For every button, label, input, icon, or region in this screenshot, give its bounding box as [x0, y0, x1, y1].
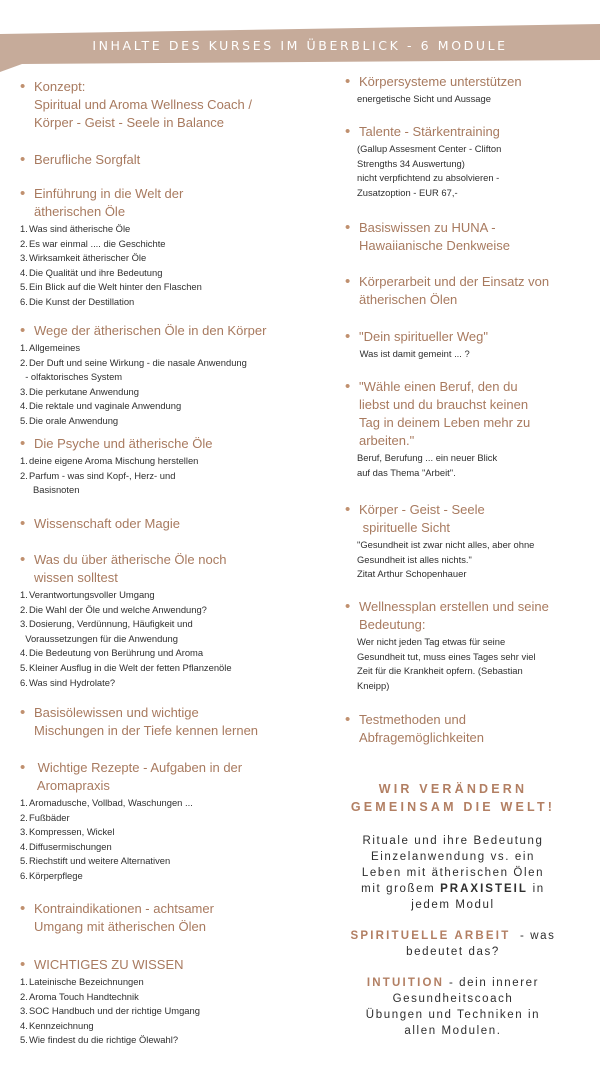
bullet-icon: • — [345, 123, 351, 140]
section-heading-text: Basiswissen zu HUNA - Hawaiianische Denkweise — [359, 220, 511, 253]
list-item-text: Ein Blick auf die Welt hinter den Flaschen — [29, 281, 202, 293]
bullet-icon: • — [20, 759, 26, 776]
section-heading — [20, 900, 320, 936]
list-item — [20, 280, 320, 295]
list-item-number: 2. — [20, 811, 28, 823]
list-item-text: Die Qualität und ihre Bedeutung — [29, 266, 163, 278]
left-section — [20, 185, 320, 310]
list-item — [20, 454, 320, 469]
bullet-icon: • — [20, 151, 26, 168]
list-item — [20, 603, 320, 618]
section-heading-text: Kontraindikationen - achtsamer Umgang mit ätherischen Ölen — [34, 901, 214, 934]
list-item-number: 5. — [20, 1034, 28, 1046]
banner-title: INHALTE DES KURSES IM ÜBERBLICK - 6 MODULE — [92, 38, 508, 53]
list-item-number: 2. — [20, 990, 28, 1002]
cta-block — [322, 780, 584, 1039]
section-heading — [345, 219, 590, 255]
list-item-number: 4. — [20, 840, 28, 852]
section-description: Wer nicht jeden Tag etwas für seine Gesundheit tut, muss eines Tages sehr viel Zeit für die Krankheit opfern. (Sebastian Kneipp) — [357, 636, 536, 691]
bullet-icon: • — [345, 378, 351, 395]
list-item-number: 1. — [20, 342, 28, 353]
cta-p1-text: Rituale und ihre Bedeutung Einzelanwendung vs. ein Leben mit ätherischen Ölen mit großem — [361, 835, 545, 895]
cta-p2-text: - was bedeutet das? — [406, 930, 556, 958]
list-item-text: Es war einmal .... die Geschichte — [29, 237, 166, 249]
left-section — [20, 435, 320, 498]
right-section — [345, 123, 590, 200]
list-item-number: 3. — [20, 1005, 28, 1017]
bullet-icon: • — [345, 711, 351, 728]
right-section — [345, 328, 590, 362]
list-item-text: Die rektale und vaginale Anwendung — [29, 400, 182, 412]
bullet-icon: • — [20, 956, 26, 973]
list-item-number: 6. — [20, 676, 28, 688]
cta-paragraph-praxis — [322, 833, 584, 913]
section-heading — [20, 185, 320, 221]
left-section — [20, 900, 320, 936]
list-item-number: 4. — [20, 266, 28, 278]
list-item-number: 4. — [20, 647, 28, 659]
section-heading-text: Berufliche Sorgfalt — [34, 152, 141, 167]
section-heading — [345, 273, 590, 309]
section-heading-text: Konzept: Spiritual und Aroma Wellness Coach / Körper - Geist - Seele in Balance — [34, 79, 252, 130]
bullet-icon: • — [345, 328, 351, 345]
cta-p3-accent: INTUITION — [366, 977, 445, 989]
left-section — [20, 704, 320, 740]
list-item — [20, 251, 320, 266]
section-heading — [20, 704, 320, 740]
cta-p1-bold: PRAXISTEIL — [440, 883, 528, 895]
cta-p1-tail: in jedem Modul — [411, 883, 545, 911]
list-item-number: 5. — [20, 661, 28, 673]
section-heading-text: Einführung in die Welt der ätherischen Öle — [34, 186, 184, 219]
left-section — [20, 322, 320, 429]
cta-headline: WIR VERÄNDERN GEMEINSAM DIE WELT! — [350, 782, 556, 814]
numbered-list — [20, 975, 320, 1048]
left-section — [20, 515, 320, 533]
section-heading-text: Körperarbeit und der Einsatz von ätherischen Ölen — [359, 274, 550, 307]
list-item-text: Kleiner Ausflug in die Welt der fetten Pflanzenöle — [29, 661, 232, 673]
cta-p3-text: - dein innerer Gesundheitscoach Übungen und Techniken in allen Modulen. — [365, 977, 541, 1037]
section-description: (Gallup Assesment Center - Clifton Strengths 34 Auswertung) nicht verpfichtend zu absolvieren - Zusatzoption - EUR 67,- — [357, 143, 502, 198]
list-item — [20, 854, 320, 869]
list-item — [20, 617, 320, 646]
list-item — [20, 1004, 320, 1019]
list-item-text: Wie findest du die richtige Ölewahl? — [29, 1034, 179, 1046]
right-section — [345, 273, 590, 309]
list-item — [20, 266, 320, 281]
section-heading-text: Die Psyche und ätherische Öle — [34, 436, 213, 451]
list-item — [20, 1033, 320, 1048]
right-section — [345, 711, 590, 747]
right-section — [345, 598, 590, 693]
list-item — [20, 399, 320, 414]
list-item-text: Körperpflege — [29, 869, 83, 881]
section-heading — [345, 378, 590, 450]
section-heading-text: Talente - Stärkentraining — [359, 124, 500, 139]
section-heading-text: Wege der ätherischen Öle in den Körper — [34, 323, 267, 338]
list-item-text: Die orale Anwendung — [29, 414, 119, 426]
bullet-icon: • — [345, 501, 351, 518]
list-item-number: 1. — [20, 797, 28, 808]
list-item-text: Fußbäder — [29, 811, 70, 823]
list-item-text: Kompressen, Wickel — [29, 826, 115, 838]
section-heading-text: Wellnessplan erstellen und seine Bedeutung: — [359, 599, 549, 632]
numbered-list — [20, 588, 320, 690]
section-heading — [345, 73, 590, 91]
section-heading-text: Was du über ätherische Öle noch wissen solltest — [34, 552, 227, 585]
list-item — [20, 222, 320, 237]
cta-paragraph-intuition — [322, 975, 584, 1039]
list-item-text: deine eigene Aroma Mischung herstellen — [29, 455, 199, 466]
bullet-icon: • — [20, 435, 26, 452]
list-item-number: 1. — [20, 589, 28, 600]
bullet-icon: • — [20, 515, 26, 532]
list-item-text: Die Wahl der Öle und welche Anwendung? — [29, 603, 207, 615]
left-section — [20, 759, 320, 884]
section-description: "Gesundheit ist zwar nicht alles, aber ohne Gesundheit ist alles nichts." Zitat Arthur Schopenhauer — [357, 539, 535, 579]
section-heading — [20, 759, 320, 795]
list-item — [20, 975, 320, 990]
list-item — [20, 385, 320, 400]
bullet-icon: • — [345, 273, 351, 290]
section-heading-text: Testmethoden und Abfragemöglichkeiten — [359, 712, 485, 745]
section-heading-text: Wissenschaft oder Magie — [34, 516, 180, 531]
list-item-number: 3. — [20, 618, 28, 630]
list-item-text: Die Bedeutung von Berührung und Aroma — [29, 647, 204, 659]
list-item-number: 2. — [20, 469, 28, 481]
section-heading — [20, 435, 320, 453]
list-item-number: 6. — [20, 295, 28, 307]
left-section — [20, 956, 320, 1048]
list-item — [20, 676, 320, 691]
right-section — [345, 73, 590, 107]
section-description: Was ist damit gemeint ... ? — [357, 348, 470, 359]
section-heading — [345, 328, 590, 346]
section-heading-text: Körper - Geist - Seele spirituelle Sicht — [359, 502, 485, 535]
list-item — [20, 869, 320, 884]
list-item-text: Riechstift und weitere Alternativen — [29, 855, 171, 867]
bullet-icon: • — [20, 551, 26, 568]
bullet-icon: • — [345, 73, 351, 90]
bullet-icon: • — [345, 598, 351, 615]
section-heading — [345, 123, 590, 141]
list-item-number: 4. — [20, 400, 28, 412]
bullet-icon: • — [20, 78, 26, 95]
bullet-icon: • — [345, 219, 351, 236]
list-item-text: Die Kunst der Destillation — [29, 295, 135, 307]
list-item-text: Was sind Hydrolate? — [29, 676, 116, 688]
numbered-list — [20, 796, 320, 884]
list-item-text: Allgemeines — [29, 342, 81, 353]
bullet-icon: • — [20, 704, 26, 721]
section-heading — [20, 551, 320, 587]
section-heading — [345, 711, 590, 747]
header-banner — [0, 0, 600, 80]
list-item-number: 1. — [20, 223, 28, 234]
list-item-number: 2. — [20, 356, 28, 368]
list-item-text: Was sind ätherische Öle — [29, 223, 131, 234]
cta-paragraph-spiritual — [322, 928, 584, 960]
list-item — [20, 990, 320, 1005]
section-heading — [20, 956, 320, 974]
list-item-number: 6. — [20, 869, 28, 881]
section-heading-text: WICHTIGES ZU WISSEN — [34, 957, 184, 972]
list-item-text: Diffusermischungen — [29, 840, 112, 852]
section-heading — [345, 598, 590, 634]
list-item — [20, 588, 320, 603]
list-item — [20, 469, 320, 498]
section-heading — [20, 322, 320, 340]
section-heading — [20, 151, 320, 169]
section-heading-text: "Wähle einen Beruf, den du liebst und du brauchst keinen Tag in deinem Leben mehr zu arbeiten." — [359, 379, 531, 448]
right-section — [345, 219, 590, 255]
list-item-text: Verantwortungsvoller Umgang — [29, 589, 155, 600]
list-item-text: Der Duft und seine Wirkung - die nasale Anwendung - olfaktorisches System — [25, 356, 247, 383]
list-item-text: Wirksamkeit ätherischer Öle — [29, 252, 147, 264]
list-item-text: SOC Handbuch und der richtige Umgang — [29, 1005, 200, 1017]
list-item — [20, 825, 320, 840]
list-item — [20, 295, 320, 310]
left-section — [20, 78, 320, 132]
list-item-number: 3. — [20, 385, 28, 397]
list-item — [20, 341, 320, 356]
list-item — [20, 237, 320, 252]
section-heading — [20, 515, 320, 533]
list-item-number: 2. — [20, 237, 28, 249]
list-item-text: Lateinische Bezeichnungen — [29, 976, 144, 987]
list-item-number: 1. — [20, 976, 28, 987]
list-item-number: 4. — [20, 1019, 28, 1031]
section-heading — [345, 501, 590, 537]
list-item-text: Parfum - was sind Kopf-, Herz- und Basisnoten — [29, 469, 176, 496]
list-item — [20, 811, 320, 826]
section-description: Beruf, Berufung ... ein neuer Blick auf das Thema "Arbeit". — [357, 452, 498, 478]
list-item-text: Aroma Touch Handtechnik — [29, 990, 139, 1002]
list-item-text: Kennzeichnung — [29, 1019, 94, 1031]
list-item — [20, 796, 320, 811]
list-item — [20, 414, 320, 429]
list-item — [20, 661, 320, 676]
bullet-icon: • — [20, 900, 26, 917]
list-item-number: 1. — [20, 455, 28, 466]
section-heading-text: Basisölewissen und wichtige Mischungen in der Tiefe kennen lernen — [34, 705, 259, 738]
right-section — [345, 501, 590, 582]
numbered-list — [20, 454, 320, 498]
list-item-text: Dosierung, Verdünnung, Häufigkeit und Voraussetzungen für die Anwendung — [25, 618, 193, 644]
list-item — [20, 356, 320, 385]
numbered-list — [20, 222, 320, 310]
section-heading — [20, 78, 320, 132]
section-heading-text: "Dein spiritueller Weg" — [359, 329, 488, 344]
list-item-number: 5. — [20, 855, 28, 867]
section-description: energetische Sicht und Aussage — [357, 93, 491, 104]
list-item-text: Aromadusche, Vollbad, Waschungen ... — [29, 797, 193, 808]
bullet-icon: • — [20, 322, 26, 339]
section-heading-text: Körpersysteme unterstützen — [359, 74, 522, 89]
list-item — [20, 646, 320, 661]
list-item — [20, 1019, 320, 1034]
numbered-list — [20, 341, 320, 429]
left-section — [20, 151, 320, 169]
right-section — [345, 378, 590, 480]
list-item-number: 2. — [20, 603, 28, 615]
list-item-number: 3. — [20, 252, 28, 264]
bullet-icon: • — [20, 185, 26, 202]
list-item-number: 5. — [20, 281, 28, 293]
list-item-number: 3. — [20, 826, 28, 838]
left-section — [20, 551, 320, 690]
section-heading-text: Wichtige Rezepte - Aufgaben in der Aromapraxis — [36, 760, 243, 793]
list-item — [20, 840, 320, 855]
cta-p2-accent: SPIRITUELLE ARBEIT — [350, 930, 511, 942]
list-item-number: 5. — [20, 414, 28, 426]
list-item-text: Die perkutane Anwendung — [29, 385, 139, 397]
